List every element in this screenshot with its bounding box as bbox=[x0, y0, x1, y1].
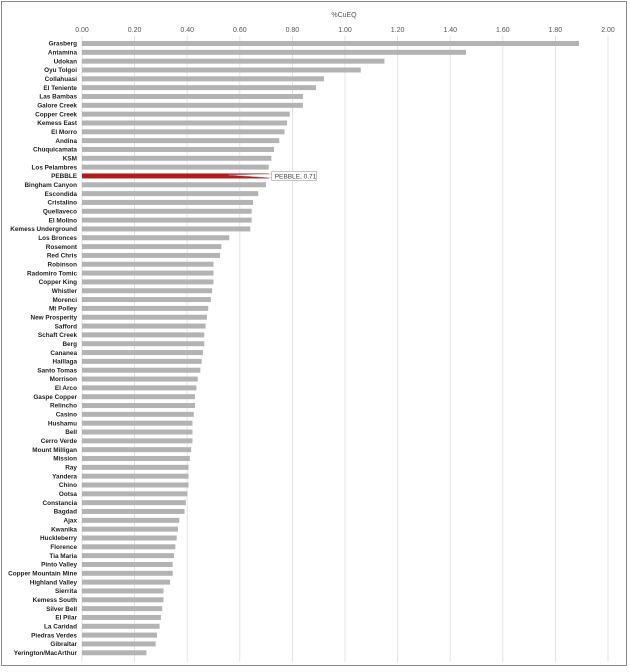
bar bbox=[82, 571, 173, 576]
tick-label: 0.40 bbox=[180, 27, 195, 34]
category-label: PEBBLE bbox=[51, 173, 77, 181]
category-label: KSM bbox=[62, 155, 77, 163]
tick-label: 0.80 bbox=[285, 27, 300, 34]
bar bbox=[82, 341, 204, 346]
category-label: Kemess Underground bbox=[10, 226, 77, 234]
bar bbox=[82, 359, 202, 364]
category-label: Mount Milligan bbox=[32, 446, 77, 454]
category-label: Los Pelambres bbox=[31, 164, 77, 172]
bar bbox=[82, 235, 229, 240]
category-label: El Molino bbox=[48, 217, 77, 225]
category-label: Bagdad bbox=[53, 508, 77, 516]
bar bbox=[82, 182, 266, 187]
bar bbox=[82, 500, 186, 505]
bar bbox=[82, 147, 274, 152]
bar bbox=[82, 597, 164, 602]
category-label: Escondida bbox=[44, 190, 77, 198]
tick-label: 0.60 bbox=[232, 27, 247, 34]
bar bbox=[82, 120, 287, 125]
bar bbox=[82, 332, 204, 337]
category-label: Cananea bbox=[50, 349, 77, 357]
tick-labels bbox=[75, 27, 615, 34]
category-label: Copper Mountain Mine bbox=[8, 570, 77, 578]
data-label: PEBBLE, 0.71 bbox=[274, 173, 317, 181]
category-label: Berg bbox=[62, 340, 77, 348]
bar bbox=[82, 403, 195, 408]
category-label: Huckleberry bbox=[40, 535, 77, 543]
bar bbox=[82, 412, 194, 417]
category-label: Copper King bbox=[38, 279, 77, 287]
category-label: Bell bbox=[65, 429, 77, 437]
category-label: El Teniente bbox=[43, 84, 77, 92]
category-label: Casino bbox=[55, 411, 77, 419]
category-label: Piedras Verdes bbox=[31, 632, 77, 640]
bar bbox=[82, 324, 206, 329]
bar bbox=[82, 165, 269, 170]
tick-label: 0.00 bbox=[75, 27, 89, 34]
bar bbox=[82, 430, 192, 435]
bar bbox=[82, 562, 173, 567]
category-label: Florence bbox=[50, 544, 77, 552]
category-label: Cerro Verde bbox=[40, 438, 77, 446]
category-label: Morenci bbox=[52, 296, 77, 304]
bar bbox=[82, 306, 208, 311]
bar bbox=[82, 544, 175, 549]
bar bbox=[82, 200, 253, 205]
category-label: Santo Tomas bbox=[37, 367, 77, 375]
category-label: Los Bronces bbox=[38, 234, 77, 242]
category-label: Radomiro Tomic bbox=[27, 270, 77, 278]
bar bbox=[82, 85, 316, 90]
bar bbox=[82, 588, 164, 593]
bar bbox=[82, 191, 258, 196]
category-label: Sierrita bbox=[54, 588, 77, 596]
highlight-callout bbox=[229, 171, 317, 180]
category-label: Bingham Canyon bbox=[24, 181, 77, 189]
bar bbox=[82, 535, 177, 540]
category-label: Hushamu bbox=[47, 420, 77, 428]
bar bbox=[82, 315, 207, 320]
bar bbox=[82, 41, 579, 46]
category-label: Kwanika bbox=[51, 526, 77, 534]
axis-title: %CuEQ bbox=[331, 12, 357, 19]
tick-label: 1.40 bbox=[443, 27, 458, 34]
bar bbox=[82, 350, 203, 355]
bar bbox=[82, 368, 200, 373]
tick-label: 0.20 bbox=[127, 27, 142, 34]
bar bbox=[82, 650, 146, 655]
category-label: Mt Polley bbox=[48, 305, 77, 313]
bar bbox=[82, 253, 220, 258]
bar bbox=[82, 624, 160, 629]
category-label: Quellaveco bbox=[42, 208, 77, 216]
bar bbox=[82, 218, 252, 223]
bar bbox=[82, 474, 189, 479]
category-label: Yerington/MacArthur bbox=[13, 649, 77, 657]
category-label: Yandera bbox=[52, 473, 77, 481]
category-label: Mission bbox=[53, 455, 77, 463]
bar bbox=[82, 129, 285, 134]
bar bbox=[82, 606, 162, 611]
bar bbox=[82, 553, 174, 558]
bar bbox=[82, 447, 191, 452]
bar bbox=[82, 209, 252, 214]
tick-label: 1.60 bbox=[495, 27, 510, 34]
category-label: Ootsa bbox=[58, 491, 77, 499]
bar bbox=[82, 394, 195, 399]
category-label: Gibraltar bbox=[50, 641, 77, 649]
bar bbox=[82, 279, 214, 284]
category-label: Oyu Tolgoi bbox=[44, 67, 77, 75]
category-label: Gaspe Copper bbox=[33, 393, 77, 401]
bar bbox=[82, 509, 185, 514]
category-labels bbox=[8, 41, 78, 657]
bar bbox=[82, 465, 189, 470]
bar bbox=[82, 76, 324, 81]
category-label: Relincho bbox=[50, 402, 77, 410]
category-label: Morrison bbox=[49, 376, 77, 384]
bar bbox=[82, 518, 179, 523]
bar bbox=[82, 112, 290, 117]
category-label: Constancia bbox=[42, 499, 77, 507]
category-label: New Prosperity bbox=[30, 314, 77, 322]
bar bbox=[82, 615, 161, 620]
category-label: Galore Creek bbox=[37, 102, 77, 110]
category-label: Highland Valley bbox=[29, 579, 77, 587]
bar bbox=[82, 138, 279, 143]
category-label: Antamina bbox=[47, 49, 77, 57]
category-label: Safford bbox=[54, 323, 77, 331]
bar bbox=[82, 156, 271, 161]
tick-label: 1.20 bbox=[390, 27, 405, 34]
bar bbox=[82, 527, 178, 532]
category-label: Ajax bbox=[63, 517, 77, 525]
bar bbox=[82, 244, 221, 249]
category-label: Haillaga bbox=[52, 358, 77, 366]
bar bbox=[82, 633, 157, 638]
tick-label: 1.00 bbox=[338, 27, 352, 34]
bar bbox=[82, 59, 384, 64]
category-label: Tia Maria bbox=[49, 552, 77, 560]
tick-label: 2.00 bbox=[601, 27, 615, 34]
bar bbox=[82, 421, 192, 426]
bar bbox=[82, 385, 196, 390]
category-label: Las Bambas bbox=[39, 93, 77, 101]
category-label: Chino bbox=[58, 482, 77, 490]
bar bbox=[82, 483, 189, 488]
category-label: Kemess South bbox=[32, 596, 77, 604]
category-label: Kemess East bbox=[37, 120, 77, 128]
category-label: Chuquicamata bbox=[32, 146, 77, 154]
bar bbox=[82, 377, 198, 382]
bar bbox=[82, 50, 466, 55]
category-label: Rosemont bbox=[45, 243, 77, 251]
bar bbox=[82, 262, 214, 267]
bar bbox=[82, 438, 192, 443]
category-label: Silver Bell bbox=[46, 605, 77, 613]
bars bbox=[82, 41, 579, 655]
category-label: El Morro bbox=[51, 129, 77, 136]
bar bbox=[82, 271, 214, 276]
bar bbox=[82, 288, 212, 293]
bar bbox=[82, 641, 156, 646]
category-label: Pinto Valley bbox=[41, 561, 77, 569]
category-label: El Arco bbox=[54, 385, 77, 393]
category-label: Copper Creek bbox=[35, 111, 77, 119]
tick-label: 1.80 bbox=[548, 27, 563, 34]
category-label: Grasberg bbox=[48, 40, 77, 48]
bar bbox=[82, 67, 361, 72]
category-label: Red Chris bbox=[46, 252, 77, 260]
bar bbox=[82, 297, 211, 302]
category-label: Cristalino bbox=[47, 199, 77, 207]
bar bbox=[82, 580, 170, 585]
bar bbox=[82, 94, 303, 99]
bar bbox=[82, 456, 190, 461]
chart-frame bbox=[1, 1, 627, 666]
category-label: Collahuasi bbox=[44, 76, 77, 84]
category-label: Udokan bbox=[53, 58, 77, 66]
category-label: Schaft Creek bbox=[37, 332, 77, 340]
bar bbox=[82, 491, 187, 496]
category-label: Whistler bbox=[51, 287, 77, 295]
bar bbox=[82, 103, 303, 108]
bar bbox=[82, 226, 250, 231]
category-label: La Caridad bbox=[43, 623, 77, 631]
category-label: Ray bbox=[65, 464, 77, 472]
category-label: El Pilar bbox=[55, 614, 77, 622]
category-label: Robinson bbox=[47, 261, 77, 269]
category-label: Andina bbox=[55, 137, 77, 145]
bar-chart bbox=[2, 2, 628, 667]
